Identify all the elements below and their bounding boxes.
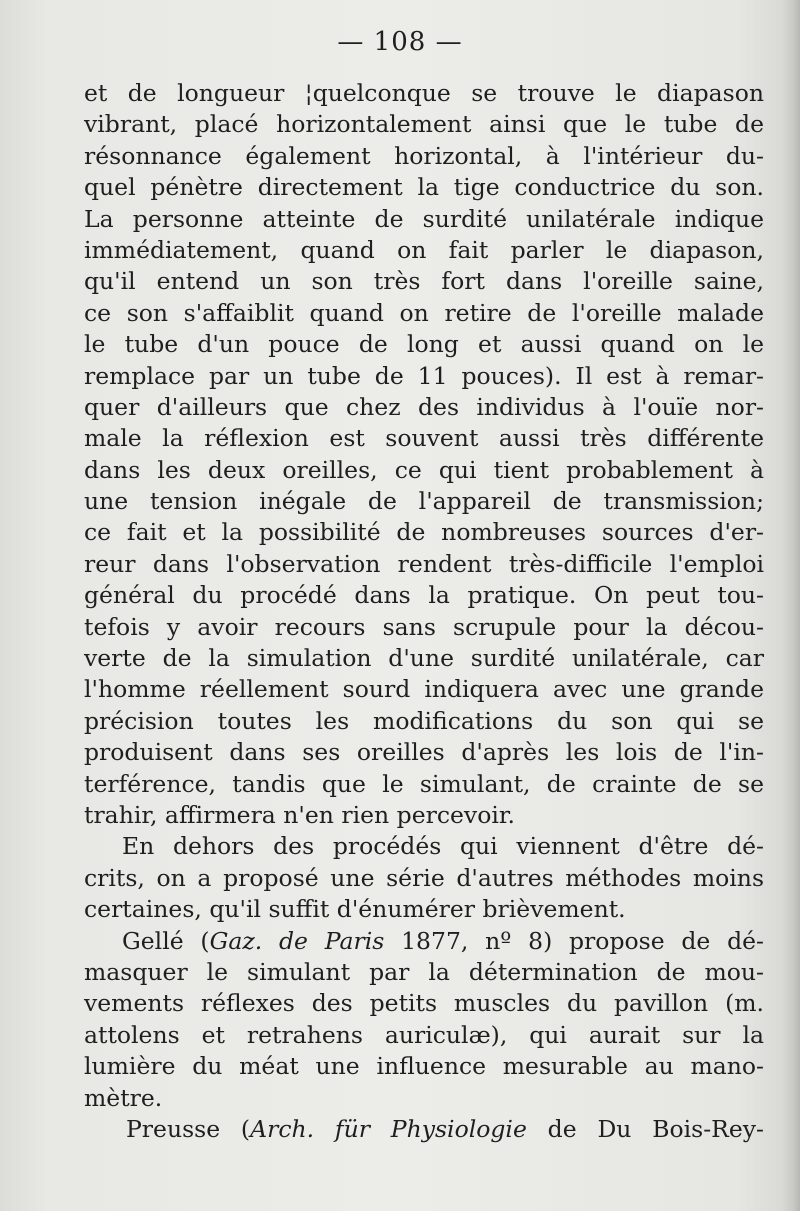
text-line: tefois y avoir recours sans scrupule pour la décou- (84, 612, 764, 641)
text-line: vements réflexes des petits muscles du pavillon (m. (84, 989, 764, 1018)
page-number: — 108 — (337, 27, 463, 57)
citation-tail: 1877, nº 8) propose de dé- (384, 926, 765, 955)
text-line: male la réflexion est souvent aussi très différente (84, 424, 764, 453)
text-line: qu'il entend un son très fort dans l'oreille saine, (84, 267, 764, 296)
citation-title: Arch. für Physiologie (250, 1114, 527, 1143)
text-line: remplace par un tube de 11 pouces). Il est à remar- (84, 361, 764, 390)
text-line: dans les deux oreilles, ce qui tient probablement à (84, 455, 764, 484)
text-line: général du procédé dans la pratique. On peut tou- (84, 581, 764, 610)
text-line: reur dans l'observation rendent très-difficile l'emploi (84, 549, 764, 578)
text-line: immédiatement, quand on fait parler le diapason, (84, 235, 764, 264)
text-line: ce son s'affaiblit quand on retire de l'oreille malade (84, 298, 764, 327)
text-line: masquer le simulant par la détermination de mou- (84, 957, 764, 986)
text-line: crits, on a proposé une série d'autres méthodes moins (84, 863, 764, 892)
text-line: certaines, qu'il suffit d'énumérer brièvement. (84, 895, 626, 924)
text-line: quel pénètre directement la tige conductrice du son. (84, 173, 764, 202)
text-line-with-citation (84, 926, 764, 957)
text-line: une tension inégale de l'appareil de transmission; (84, 487, 764, 516)
citation-lead: Gellé ( (122, 926, 210, 955)
text-line: le tube d'un pouce de long et aussi quand on le (84, 330, 764, 359)
page-edge-shadow (782, 0, 800, 1211)
citation-lead: Preusse ( (126, 1114, 251, 1143)
text-line: produisent dans ses oreilles d'après les lois de l'in- (84, 738, 764, 767)
text-line: et de longueur ¦quelconque se trouve le diapason (84, 79, 764, 107)
text-line: lumière du méat une influence mesurable au mano- (84, 1052, 764, 1081)
text-line: l'homme réellement sourd indiquera avec une grande (84, 675, 764, 704)
citation-tail: de Du Bois-Rey- (526, 1114, 764, 1143)
text-line: terférence, tandis que le simulant, de crainte de se (84, 769, 764, 798)
text-line: résonnance également horizontal, à l'intérieur du- (84, 141, 764, 170)
text-line: verte de la simulation d'une surdité unilatérale, car (84, 644, 764, 673)
text-line: quer d'ailleurs que chez des individus à l'ouïe nor- (84, 392, 764, 421)
text-line: La personne atteinte de surdité unilatérale indique (84, 204, 764, 233)
text-line: mètre. (84, 1083, 163, 1112)
text-line: ce fait et la possibilité de nombreuses sources d'er- (84, 518, 764, 547)
text-line-with-citation (84, 1114, 764, 1145)
body-text (84, 78, 764, 1145)
text-line: trahir, affirmera n'en rien percevoir. (84, 800, 515, 829)
text-line: attolens et retrahens auriculæ), qui aurait sur la (84, 1020, 764, 1049)
text-line: vibrant, placé horizontalement ainsi que le tube de (84, 110, 764, 139)
citation-title: Gaz. de Paris (209, 926, 385, 955)
text-line: En dehors des procédés qui viennent d'être dé- (122, 832, 764, 861)
text-line: précision toutes les modifications du son qui se (84, 706, 764, 735)
